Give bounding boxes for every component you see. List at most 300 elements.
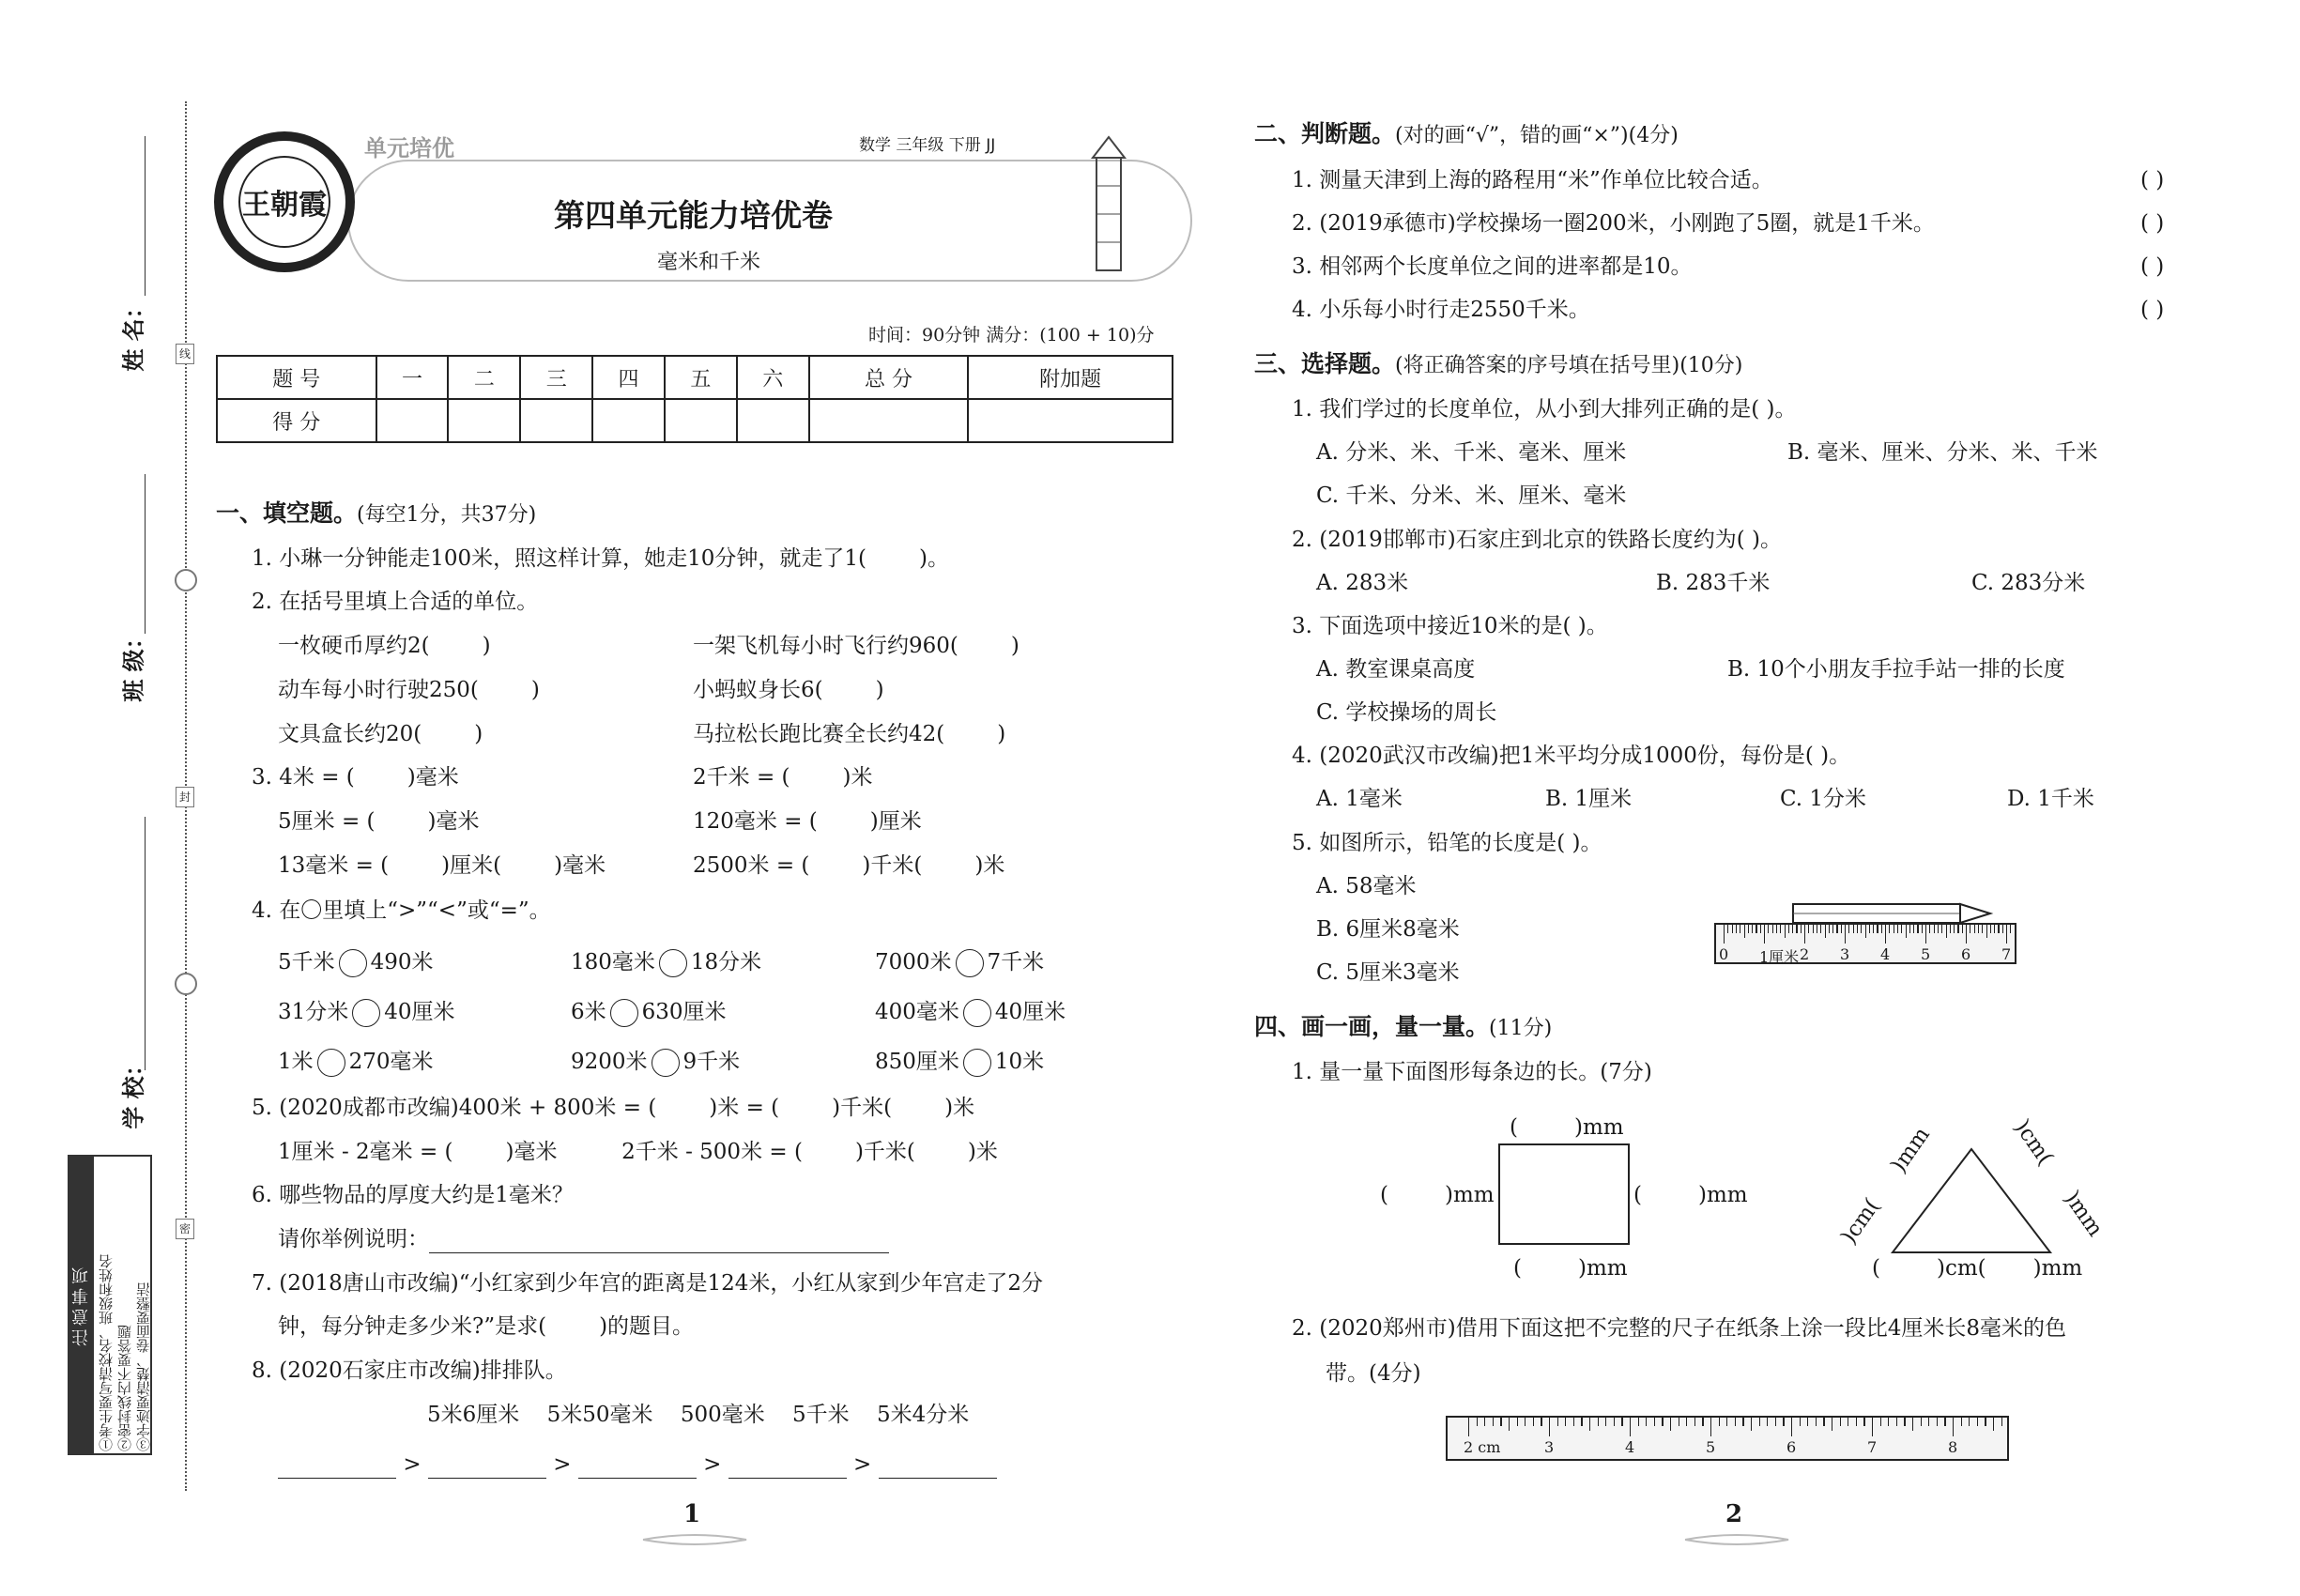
ruler-tick (1865, 925, 1866, 938)
ruler-tick (1845, 925, 1846, 944)
q-text: > (553, 1452, 572, 1477)
ruler-tick (1791, 1418, 1792, 1436)
ruler-tick (1836, 925, 1837, 933)
ruler-tick (1872, 1418, 1873, 1436)
compare-circle[interactable] (963, 999, 991, 1027)
s1-q3-item (278, 807, 479, 836)
ruler-tick (1957, 925, 1958, 933)
score-table-row (217, 399, 1173, 442)
s4-q1: 1. 量一量下面图形每条边的长。(7分) (1292, 1060, 1652, 1084)
option[interactable]: D. 1千米 (2007, 787, 2094, 811)
ruler-tick (1549, 1418, 1550, 1436)
ruler-tick (1764, 925, 1765, 944)
option[interactable]: C. 学校操场的周长 (1316, 700, 1497, 725)
q-text: )mm (2059, 1186, 2108, 1241)
ruler-tick (1517, 1418, 1518, 1426)
option[interactable]: C. 283分米 (1971, 571, 2086, 595)
table-cell: 四 (592, 356, 665, 399)
q-text: 5米50毫米 (546, 1403, 653, 1427)
score-cell[interactable] (448, 399, 520, 442)
ruler-tick (1581, 1418, 1582, 1426)
q-text: 6米 (571, 1000, 606, 1024)
option[interactable]: A. 分米、米、千米、毫米、厘米 (1316, 440, 1627, 465)
compare-circle[interactable] (317, 1049, 345, 1077)
ruler-tick (1896, 1418, 1897, 1426)
s3-q1: 1. 我们学过的长度单位，从小到大排列正确的是( )。 (1292, 397, 1797, 422)
binding-clip-icon (175, 569, 197, 591)
ruler-tick (1906, 925, 1907, 938)
notes-item: ③字迹要清楚、卷面要整洁 (135, 1282, 152, 1451)
name-line (145, 136, 146, 296)
score-cell[interactable] (520, 399, 592, 442)
s1-q2: 2. 在括号里填上合适的单位。 (252, 590, 539, 614)
option[interactable]: B. 1厘米 (1545, 787, 1633, 811)
ruler-tick (1748, 925, 1749, 933)
q-text: )米 = ( (709, 1096, 780, 1120)
answer-line[interactable] (429, 1231, 889, 1253)
cut-mark-seal: 封 (176, 787, 194, 807)
ruler-tick (1800, 1418, 1801, 1426)
ruler-label: 8 (1948, 1438, 1958, 1456)
ruler-tick (1751, 1418, 1752, 1431)
ruler-label: 3 (1544, 1438, 1555, 1456)
q-text: 500毫米 (680, 1403, 765, 1427)
ruler-tick (1986, 925, 1987, 938)
name-label: 姓 名： (120, 296, 147, 372)
option[interactable]: A. 1毫米 (1316, 787, 1403, 811)
ruler-tick (1861, 925, 1862, 933)
compare-circle[interactable] (352, 999, 380, 1027)
score-table (216, 355, 1173, 443)
q-text: 1. 小琳一分钟能走100米，照这样计算，她走10分钟，就走了1( (252, 546, 867, 571)
ruler-tick (1982, 925, 1983, 933)
ruler-tick (1961, 1418, 1962, 1426)
q-text: 850厘米 (875, 1050, 959, 1074)
ruler-tick (1966, 925, 1967, 944)
ruler-tick (1776, 925, 1777, 933)
ruler-tick (1670, 1418, 1671, 1431)
measure-label (1510, 1113, 1624, 1142)
ruler-tick (1954, 925, 1955, 933)
ruler-tick (1977, 1418, 1978, 1426)
ruler-tick (1662, 1418, 1663, 1426)
ruler-tick (1909, 925, 1910, 933)
q-text: 180毫米 (571, 950, 655, 974)
q-text: )千米( (832, 1096, 893, 1120)
s1-q5 (252, 1094, 974, 1122)
ruler-tick (1630, 1418, 1631, 1436)
ruler-tick (1829, 925, 1830, 933)
section4-heading (1254, 1013, 1552, 1043)
s1-q8: 8. (2020石家庄市改编)排排队。 (252, 1358, 567, 1383)
q-text: ) (474, 722, 483, 746)
compare-item (875, 948, 1044, 977)
ruler-tick (1493, 1418, 1494, 1426)
ruler-tick (2002, 925, 2003, 933)
ruler-tick (1702, 1418, 1703, 1426)
q-text: 490米 (370, 950, 434, 974)
q-text: 一架飞机每小时飞行约960( (693, 634, 958, 658)
ruler-tick (1654, 1418, 1655, 1426)
q-text: 40厘米 (384, 1000, 455, 1024)
q-text: 5厘米 = ( (278, 809, 376, 834)
ruler-tick (1928, 1418, 1929, 1426)
q-number: 3. (252, 765, 272, 790)
compare-item (571, 948, 761, 977)
ruler-tick (1724, 925, 1725, 944)
subject-info: 数学 三年级 下册 JJ (859, 136, 996, 155)
ruler-label: 4 (1625, 1438, 1635, 1456)
option[interactable]: B. 毫米、厘米、分米、米、千米 (1787, 440, 2098, 465)
section3-title: 三、选择题。 (1254, 350, 1396, 377)
score-cell[interactable] (809, 399, 969, 442)
q-text: )千米( (862, 853, 923, 878)
q-text: 小蚂蚁身长6( (693, 678, 823, 702)
q-text: 7千米 (987, 950, 1045, 974)
q-text: )mm (1577, 1256, 1628, 1281)
class-label: 班 级： (120, 626, 147, 702)
notes-box (68, 1155, 152, 1455)
s1-q2-item (693, 632, 1020, 660)
compare-circle[interactable] (963, 1049, 991, 1077)
ruler-tick (1768, 925, 1769, 933)
notes-title: 注意事项 (69, 1157, 94, 1453)
ruler-label: 1厘米 (1759, 948, 1800, 966)
ruler-label: 7 (1867, 1438, 1878, 1456)
score-cell[interactable] (968, 399, 1173, 442)
ruler-tick (1825, 925, 1826, 938)
ruler-tick (1759, 1418, 1760, 1426)
option[interactable]: B. 283千米 (1656, 571, 1771, 595)
table-cell: 题 号 (217, 356, 376, 399)
table-cell: 二 (448, 356, 520, 399)
q-text: )厘米( (441, 853, 502, 878)
score-cell[interactable] (592, 399, 665, 442)
q-text: )毫米 (505, 1140, 558, 1164)
q-text: )千米( (854, 1140, 915, 1164)
q-text: )mm (1886, 1123, 1935, 1178)
q-text: )cm( (1836, 1193, 1885, 1249)
answer-line[interactable] (728, 1456, 847, 1479)
option[interactable]: A. 教室课桌高度 (1316, 657, 1476, 682)
answer-line[interactable] (879, 1456, 997, 1479)
lighthouse-icon (1080, 130, 1145, 280)
q-text: 31分米 (278, 1000, 349, 1024)
q-text: )米 (842, 765, 873, 790)
notes-item: ②密封线内不要答题 (116, 1325, 133, 1451)
brand-logo (214, 131, 355, 272)
q-text: )mm (2032, 1256, 2083, 1281)
s2-item: 3. 相邻两个长度单位之间的进率都是10。 (1292, 254, 1693, 279)
footer-ornament (1680, 1530, 1793, 1549)
q-text: 9千米 (682, 1050, 741, 1074)
ruler-tick (1788, 925, 1789, 933)
q-text: )mm (1444, 1183, 1495, 1207)
table-cell: 三 (520, 356, 592, 399)
ruler-tick (1772, 925, 1773, 933)
ruler-tick (1808, 925, 1809, 933)
ruler-tick (1760, 925, 1761, 933)
ruler-tick (1832, 925, 1833, 933)
q-text: 2千米 = ( (693, 765, 790, 790)
ruler-tick (1863, 1418, 1864, 1426)
q-text: ( (1510, 1115, 1518, 1140)
ruler-label: 7 (2001, 945, 2012, 963)
ruler-tick (1796, 925, 1797, 933)
ruler-tick (1969, 1418, 1970, 1426)
s1-q8-items (427, 1401, 969, 1429)
ruler-tick (1974, 925, 1975, 933)
q-text: ( (1380, 1183, 1388, 1207)
ruler-tick (1804, 925, 1805, 944)
ruler-tick (1533, 1418, 1534, 1426)
ruler-tick (1500, 1418, 1501, 1426)
score-cell[interactable] (376, 399, 449, 442)
ruler-tick (1848, 925, 1849, 933)
s1-q3-item (693, 763, 872, 791)
q-text: 9200米 (571, 1050, 648, 1074)
ruler-tick (1605, 1418, 1606, 1426)
ruler-tick (1978, 925, 1979, 933)
ruler-tick (1888, 1418, 1889, 1426)
answer-line[interactable] (278, 1456, 396, 1479)
section3-score: (10分) (1679, 354, 1743, 377)
judge-blank[interactable]: ( ) (2140, 168, 2165, 192)
ruler-tick (1484, 1418, 1485, 1426)
q-text: 4米 = ( (279, 765, 355, 790)
s1-q1 (252, 545, 949, 573)
score-cell[interactable] (665, 399, 737, 442)
ruler-tick (1710, 1418, 1711, 1436)
q-text: 钟，每分钟走多少米?”是求( (278, 1314, 547, 1339)
option[interactable]: C. 1分米 (1780, 787, 1867, 811)
compare-circle[interactable] (659, 949, 687, 977)
ruler-tick (1727, 925, 1728, 933)
q-text: 2千米 - 500米 = ( (621, 1140, 803, 1164)
ruler-label: 3 (1840, 945, 1850, 963)
ruler-tick (1921, 1418, 1922, 1426)
school-label: 学 校： (120, 1053, 147, 1129)
q-text: ) (530, 678, 540, 702)
page-number-2: 2 (1725, 1500, 1743, 1528)
ruler-1 (1714, 923, 2016, 964)
ruler-tick (1946, 925, 1947, 938)
s3-q5: 5. 如图所示，铅笔的长度是( )。 (1292, 831, 1602, 855)
section2-title: 二、判断题。 (1254, 120, 1396, 147)
s1-q2-item (693, 676, 884, 704)
s2-item: 2. (2019承德市)学校操场一圈200米，小刚跑了5圈，就是1千米。 (1292, 211, 1935, 236)
ruler-tick (1785, 925, 1786, 938)
ruler-tick (1941, 925, 1942, 933)
measure-label (1872, 1254, 2082, 1282)
q-text: 文具盒长约20( (278, 722, 422, 746)
ruler-tick (1873, 925, 1874, 933)
q-text: )cm( (2009, 1115, 2058, 1171)
ruler-tick (1912, 1418, 1913, 1431)
ruler-tick (1557, 1418, 1558, 1426)
answer-line[interactable] (578, 1456, 697, 1479)
ruler-tick (1889, 925, 1890, 933)
measure-label (1380, 1181, 1495, 1209)
s1-q5-line2 (278, 1138, 998, 1166)
ruler-tick (1573, 1418, 1574, 1426)
ruler-label: 6 (1961, 945, 1971, 963)
logo-text: 王朝霞 (238, 156, 330, 248)
compare-item (278, 948, 434, 977)
q-text: 18分米 (690, 950, 762, 974)
q-text: > (853, 1452, 872, 1477)
ruler-tick (1840, 1418, 1841, 1426)
judge-blank[interactable]: ( ) (2140, 254, 2165, 279)
cut-mark-close: 密 (176, 1219, 194, 1239)
ruler-tick (1742, 1418, 1743, 1426)
ruler-tick (1780, 925, 1781, 933)
ruler-tick (1468, 1418, 1469, 1436)
ruler-tick (1990, 925, 1991, 933)
q-text: 120毫米 = ( (693, 809, 818, 834)
time-info: 时间：90分钟 满分：(100 + 10)分 (868, 325, 1155, 345)
q-text: )的题目。 (599, 1314, 695, 1339)
judge-blank[interactable]: ( ) (2140, 298, 2165, 322)
cut-mark-line: 线 (176, 344, 194, 364)
measure-label (1633, 1181, 1748, 1209)
option[interactable]: C. 5厘米3毫米 (1316, 960, 1460, 985)
table-cell: 六 (737, 356, 809, 399)
ruler-tick (1565, 1418, 1566, 1426)
measure-label (1513, 1254, 1628, 1282)
ruler-tick (1904, 1418, 1905, 1426)
ruler-label: 4 (1880, 945, 1891, 963)
compare-item (571, 1048, 740, 1077)
q-text: 7000米 (875, 950, 952, 974)
ruler-tick (1993, 1418, 1994, 1431)
q-text: 1米 (278, 1050, 314, 1074)
q-text: ( (1872, 1256, 1880, 1281)
ruler-tick (1736, 925, 1737, 933)
s1-q2-item (278, 676, 540, 704)
q-text: 400毫米 (875, 1000, 959, 1024)
class-line (145, 474, 146, 634)
option[interactable]: C. 千米、分米、米、厘米、毫米 (1316, 483, 1627, 508)
answer-line[interactable] (428, 1456, 546, 1479)
table-cell: 得 分 (217, 399, 376, 442)
q-text: 2500米 = ( (693, 853, 810, 878)
ruler-tick (1897, 925, 1898, 933)
s1-q6: 6. 哪些物品的厚度大约是1毫米？ (252, 1183, 574, 1207)
ruler-tick (1985, 1418, 1986, 1426)
ruler-tick (1901, 925, 1902, 933)
compare-circle[interactable] (956, 949, 984, 977)
q-text: )米 (967, 1140, 998, 1164)
ruler-tick (1820, 925, 1821, 933)
q-text: 5千米 (792, 1403, 850, 1427)
q-text: 630厘米 (641, 1000, 727, 1024)
ruler-tick (1732, 925, 1733, 933)
q-text: 13毫米 = ( (278, 853, 390, 878)
option[interactable]: A. 283米 (1316, 571, 1409, 595)
s3-q2: 2. (2019邯郸市)石家庄到北京的铁路长度约为( )。 (1292, 528, 1782, 552)
ruler-tick (1726, 1418, 1727, 1426)
compare-circle[interactable] (339, 949, 367, 977)
ruler-tick (1934, 925, 1935, 933)
section1-title: 一、填空题。 (216, 499, 358, 527)
s3-q3: 3. 下面选项中接近10米的是( )。 (1292, 614, 1608, 638)
option[interactable]: A. 58毫米 (1316, 874, 1417, 898)
q-text: 10米 (994, 1050, 1045, 1074)
table-cell: 一 (376, 356, 449, 399)
s2-item: 4. 小乐每小时行走2550千米。 (1292, 298, 1590, 322)
q-text: ) (997, 722, 1006, 746)
ruler-label: 2 cm (1464, 1438, 1501, 1456)
compare-item (875, 1048, 1044, 1077)
s1-q3-item (252, 763, 459, 791)
ruler-tick (2001, 1418, 2002, 1426)
ruler-tick (1694, 1418, 1695, 1426)
page-title: 第四单元能力培优卷 (554, 197, 833, 234)
ruler-tick (1792, 925, 1793, 933)
ruler-tick (1937, 1418, 1938, 1426)
compare-item (278, 998, 455, 1027)
ruler-tick (1880, 1418, 1881, 1426)
score-cell[interactable] (737, 399, 809, 442)
ruler-tick (1881, 925, 1882, 933)
q-text: 请你举例说明： (278, 1227, 429, 1251)
ruler-label: 5 (1706, 1438, 1716, 1456)
ruler-tick (1823, 1418, 1824, 1426)
ruler-tick (1962, 925, 1963, 933)
judge-blank[interactable]: ( ) (2140, 211, 2165, 236)
ruler-tick (1925, 925, 1926, 944)
s1-q8-answer (278, 1450, 997, 1479)
ruler-tick (1841, 925, 1842, 933)
ruler-tick (1767, 1418, 1768, 1426)
ruler-tick (1869, 925, 1870, 933)
compare-circle[interactable] (652, 1049, 680, 1077)
ruler-tick (1944, 1418, 1945, 1426)
page-number-1: 1 (683, 1500, 701, 1528)
section2-heading (1254, 120, 1679, 150)
ruler-tick (1646, 1418, 1647, 1426)
ruler-tick (1525, 1418, 1526, 1426)
option[interactable]: B. 10个小朋友手拉手站一排的长度 (1727, 657, 2065, 682)
ruler-tick (1719, 1418, 1720, 1426)
ruler-tick (1813, 925, 1814, 933)
rectangle-figure (1498, 1143, 1630, 1245)
ruler-tick (1621, 1418, 1622, 1426)
ruler-tick (1686, 1418, 1687, 1426)
compare-item (278, 1048, 434, 1077)
option[interactable]: B. 6厘米8毫米 (1316, 917, 1460, 942)
footer-ornament (638, 1530, 751, 1549)
ruler-tick (1589, 1418, 1590, 1431)
ruler-tick (1598, 1418, 1599, 1426)
ruler-tick (1744, 925, 1745, 938)
s1-q2-item (278, 720, 483, 748)
q-text: 5米6厘米 (427, 1403, 520, 1427)
s1-q6-sub (278, 1225, 889, 1253)
notes-item: ①考生要写清校名、班级和姓名 (98, 1254, 115, 1451)
q-text: )米 (944, 1096, 975, 1120)
ruler-label: 5 (1921, 945, 1931, 963)
series-label: 单元培优 (364, 135, 454, 161)
ruler-tick (1922, 925, 1923, 933)
score-table-header-row (217, 356, 1173, 399)
q-text: ) (875, 678, 884, 702)
s1-q2-item (693, 720, 1005, 748)
q-text: ( (1513, 1256, 1522, 1281)
compare-circle[interactable] (610, 999, 638, 1027)
ruler-tick (1953, 1418, 1954, 1436)
